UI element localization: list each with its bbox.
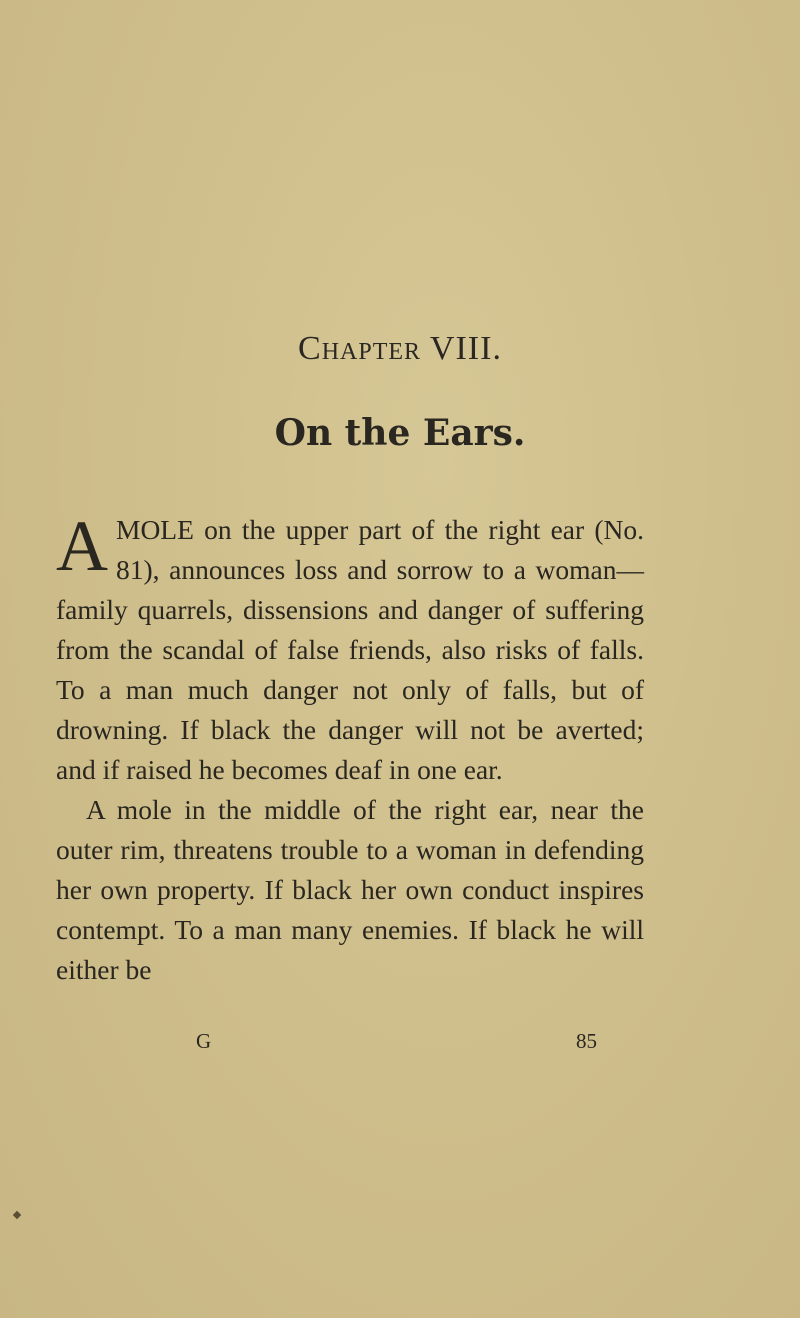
paragraph-1 bbox=[56, 506, 644, 790]
ink-smudge bbox=[13, 1211, 21, 1219]
paragraph-2: A mole in the middle of the right ear, near the outer rim, threatens trouble to a woman in defending her own property. If black her own conduct inspires contempt. To a man many enemies. If black he will either be bbox=[56, 794, 644, 985]
chapter-heading: Chapter VIII. bbox=[298, 330, 502, 367]
page-number: 85 bbox=[576, 1029, 597, 1053]
paragraph-1-text: MOLE on the upper part of the right ear (No. 81), announces loss and sorrow to a woman—family quarrels, dissensions and danger of suffering from the scandal of false friends, also risks of falls. To a man much danger not only of falls, but of drowning. If black the danger will not be averted; and if raised he becomes deaf in one ear. bbox=[56, 514, 644, 785]
body-text bbox=[56, 506, 644, 990]
drop-cap: A bbox=[56, 506, 108, 586]
chapter-subtitle: On the Ears. bbox=[274, 412, 526, 454]
signature-mark: G bbox=[196, 1029, 212, 1053]
